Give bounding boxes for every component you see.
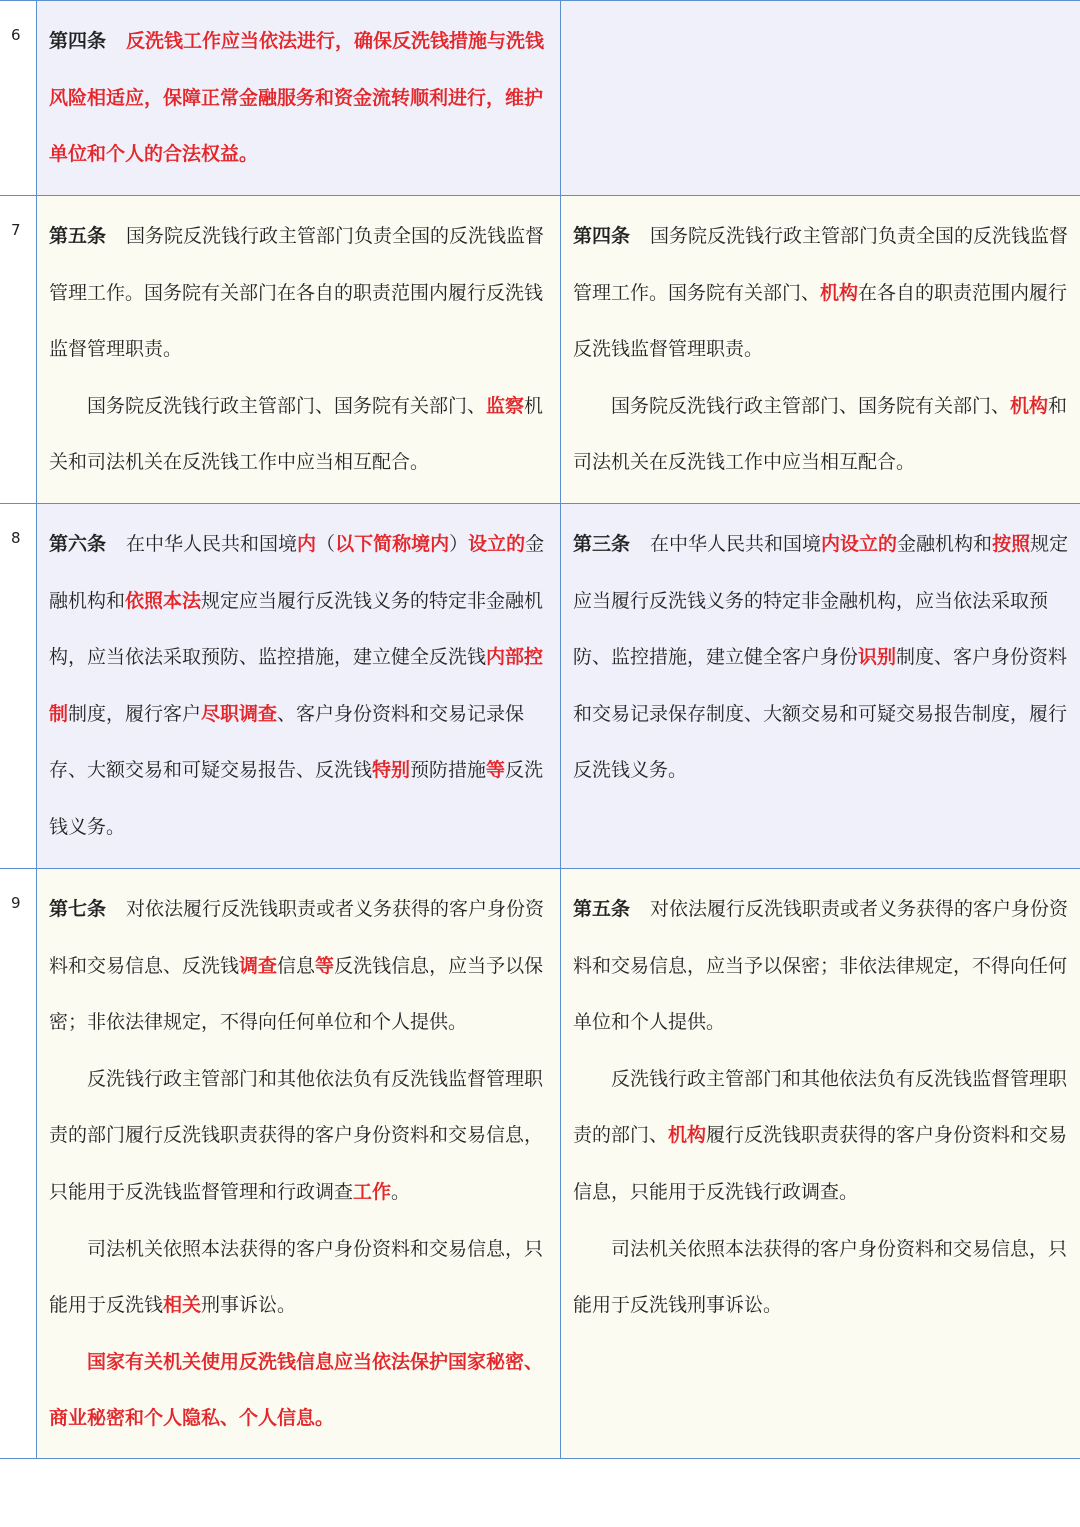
paragraph (573, 881, 1070, 1051)
text: 、客户身份资料和交易记录保存、大额交易和可疑交易报告、反洗钱 (49, 702, 525, 782)
text: 对依法履行反洗钱职责或者义务获得的客户身份资料和交易信息，应当予以保密；非依法律规定，不得向任何单位和个人提供。 (573, 898, 1069, 1034)
paragraph (573, 378, 1070, 491)
text: 和司法机关在反洗钱工作中应当相互配合。 (573, 394, 1068, 474)
paragraph (49, 1051, 550, 1221)
paragraph (49, 378, 550, 491)
text: 制度，履行客户 (68, 702, 202, 725)
row-number: 8 (0, 504, 37, 868)
left-cell (37, 1, 561, 195)
text: 金融机构和 (49, 533, 545, 612)
paragraph (49, 881, 550, 1051)
right-cell (561, 1, 1080, 195)
text: 制度、客户身份资料和交易记录保存制度、大额交易和可疑交易报告制度，履行反洗钱义务。 (573, 646, 1068, 782)
text: 对依法履行反洗钱职责或者义务获得的客户身份资料和交易信息、反洗钱 (49, 898, 545, 977)
highlight-text: 调查 (239, 954, 278, 977)
highlight-text: 内设立的 (821, 533, 898, 555)
highlight-text: 识别 (858, 646, 897, 669)
highlight-text: 以下简称境内 (335, 533, 450, 555)
right-cell (561, 504, 1080, 868)
text: （ (316, 533, 336, 555)
highlight-text: 尽职调查 (201, 702, 278, 725)
right-cell (561, 196, 1080, 503)
highlight-text: 等 (486, 759, 506, 782)
highlight-text: 工作 (353, 1180, 392, 1203)
text: 国务院反洗钱行政主管部门负责全国的反洗钱监督管理工作。国务院有关部门在各自的职责范围内履行反洗钱监督管理职责。 (49, 225, 545, 361)
row-number: 7 (0, 196, 37, 503)
text: 反洗钱行政主管部门和其他依法负有反洗钱监督管理职责的部门履行反洗钱职责获得的客户身份资料和交易信息，只能用于反洗钱监督管理和行政调查 (49, 1067, 544, 1203)
text: 国务院反洗钱行政主管部门、国务院有关部门、 (87, 394, 487, 417)
left-cell (37, 504, 561, 868)
row-number: 9 (0, 869, 37, 1458)
highlight-text: 国家有关机关使用反洗钱信息应当依法保护国家秘密、商业秘密和个人隐私、个人信息。 (49, 1350, 544, 1430)
text: ） (449, 533, 469, 555)
paragraph (573, 208, 1070, 378)
paragraph (49, 208, 550, 378)
highlight-text: 依照本法 (125, 589, 202, 612)
paragraph (49, 13, 550, 183)
article-label: 第四条 (49, 30, 107, 52)
text: 司法机关依照本法获得的客户身份资料和交易信息，只能用于反洗钱刑事诉讼。 (573, 1237, 1068, 1317)
text: 规定应当履行反洗钱义务的特定非金融机构，应当依法采取预防、监控措施，建立健全反洗钱 (49, 589, 544, 669)
paragraph (573, 516, 1070, 799)
text: 在各自的职责范围内履行反洗钱监督管理职责。 (573, 281, 1068, 361)
highlight-text: 机构 (668, 1124, 707, 1147)
highlight-text: 相关 (163, 1294, 202, 1317)
highlight-text: 机构 (820, 281, 859, 304)
left-cell (37, 869, 561, 1458)
text: 国务院反洗钱行政主管部门、国务院有关部门、 (611, 394, 1011, 417)
article-label: 第七条 (49, 898, 107, 920)
right-cell (561, 869, 1080, 1458)
text: 机关和司法机关在反洗钱工作中应当相互配合。 (49, 394, 544, 474)
text: 在中华人民共和国境 (650, 533, 822, 555)
paragraph (573, 1221, 1070, 1334)
text: 反洗钱行政主管部门和其他依法负有反洗钱监督管理职责的部门、 (573, 1067, 1068, 1147)
highlight-text: 设立的 (468, 533, 526, 555)
highlight-text: 反洗钱工作应当依法进行，确保反洗钱措施与洗钱风险相适应，保障正常金融服务和资金流转顺利进行，维护单位和个人的合法权益。 (49, 30, 545, 166)
table-row (0, 869, 1080, 1459)
article-label: 第四条 (573, 225, 631, 247)
article-label: 第五条 (573, 898, 631, 920)
article-label: 第五条 (49, 225, 107, 247)
table-row (0, 1, 1080, 196)
text: 反洗钱信息，应当予以保密；非依法律规定，不得向任何单位和个人提供。 (49, 954, 544, 1034)
paragraph (49, 516, 550, 856)
table-row (0, 504, 1080, 869)
highlight-text: 按照 (992, 533, 1031, 555)
text: 预防措施 (410, 759, 487, 782)
text: 履行反洗钱职责获得的客户身份资料和交易信息，只能用于反洗钱行政调查。 (573, 1124, 1068, 1203)
article-label: 第六条 (49, 533, 107, 555)
text: 刑事诉讼。 (201, 1294, 297, 1317)
left-cell (37, 196, 561, 503)
article-label: 第三条 (573, 533, 631, 555)
highlight-text: 内 (297, 533, 317, 555)
highlight-text: 内部控制 (49, 646, 544, 725)
paragraph (573, 1051, 1070, 1221)
text: 。 (391, 1180, 411, 1203)
text: 金融机构和 (897, 533, 993, 555)
text: 国务院反洗钱行政主管部门负责全国的反洗钱监督管理工作。国务院有关部门、 (573, 225, 1069, 304)
paragraph (49, 1221, 550, 1334)
text: 在中华人民共和国境 (126, 533, 298, 555)
text: 信息 (277, 954, 316, 977)
highlight-text: 机构 (1010, 394, 1049, 417)
highlight-text: 监察 (486, 394, 525, 417)
highlight-text: 特别 (372, 759, 411, 782)
text: 规定应当履行反洗钱义务的特定非金融机构，应当依法采取预防、监控措施，建立健全客户身份 (573, 533, 1069, 669)
highlight-text: 等 (315, 954, 335, 977)
table-row (0, 196, 1080, 504)
text: 司法机关依照本法获得的客户身份资料和交易信息，只能用于反洗钱 (49, 1237, 544, 1317)
paragraph (49, 1334, 550, 1447)
row-number: 6 (0, 1, 37, 195)
text: 反洗钱义务。 (49, 759, 544, 838)
